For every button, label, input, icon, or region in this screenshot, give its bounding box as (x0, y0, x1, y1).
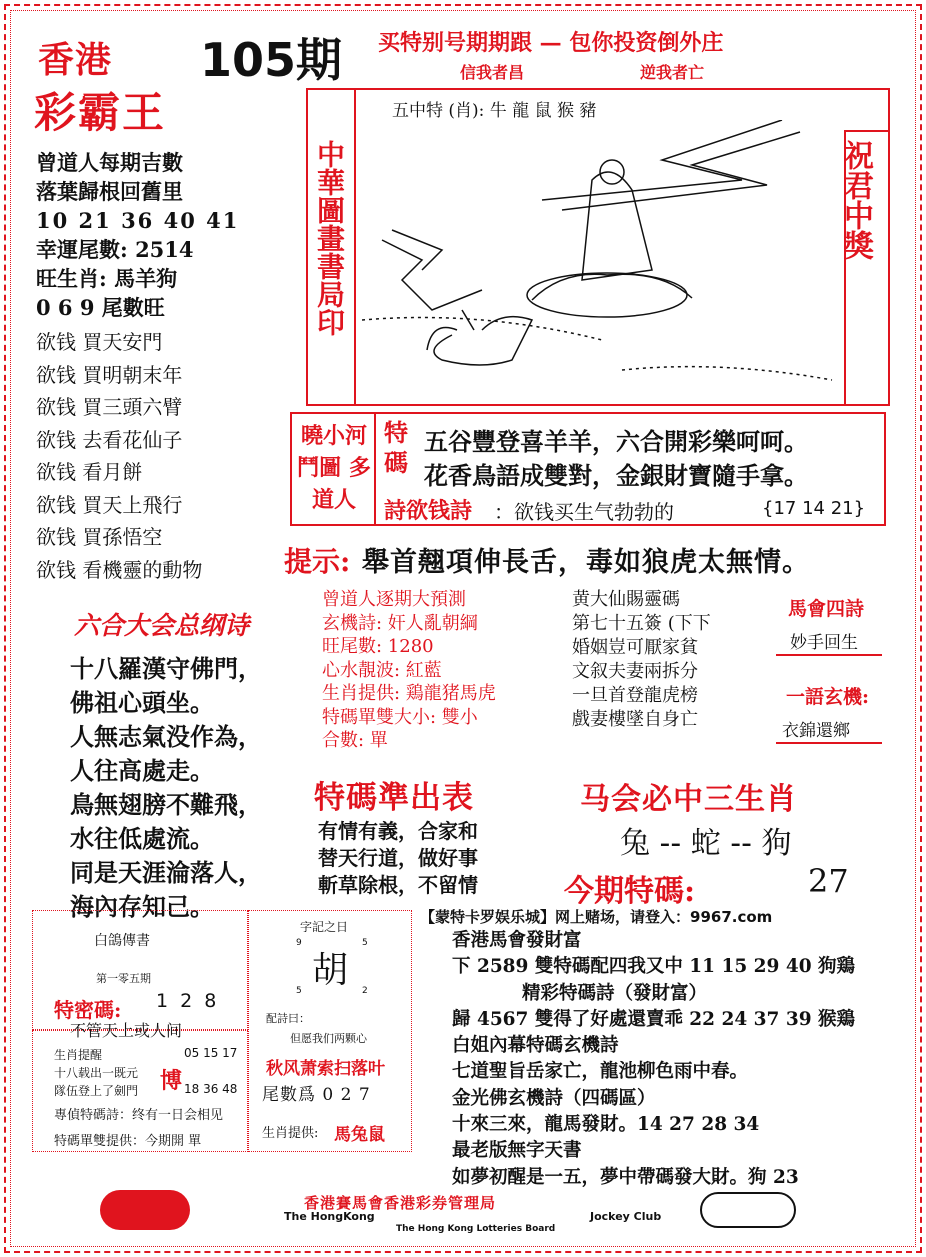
slogan-left: 信我者昌 (460, 63, 525, 82)
predict-line: 玄機詩: 奸人亂朝綱 (322, 612, 478, 634)
intro-line: 幸運尾數: 2514 (36, 237, 194, 262)
footer-en-2: Jockey Club (590, 1210, 662, 1223)
seal-text: 曉小河鬥圖 多道人 (297, 423, 371, 513)
slogan-right: 逆我者亡 (640, 63, 705, 82)
footer-en-1: The HongKong (284, 1210, 375, 1223)
lr-line: 最老版無字天書 (452, 1140, 582, 1162)
bo-char: 博 (160, 1068, 183, 1094)
liuhe-line: 人往高處走。 (70, 756, 214, 785)
liuhe-line: 水往低處流。 (70, 824, 214, 853)
tiny-num: 5 (362, 938, 368, 948)
daxian-line: 一旦首登龍虎榜 (572, 685, 698, 706)
zodiac-label: 生肖提供: (262, 1126, 319, 1141)
poem-label: 配詩曰： (266, 1012, 310, 1025)
tail-number: 尾數爲 0 2 7 (262, 1085, 371, 1105)
special-out-title: 特碼準出表 (314, 780, 474, 816)
reminder-line: 隊伍登上了劍門 (54, 1084, 139, 1098)
lr-line: 下 2589 雙特碼配四我又中 11 15 29 40 狗鶏 (452, 956, 856, 978)
liuhe-lines (70, 652, 262, 924)
lr-line: 金光佛玄機詩（四碼區） (452, 1087, 656, 1109)
ad-line: 【蒙特卡罗娱乐城】网上赌场，请登入：9967.com (420, 908, 773, 926)
predict-line: 心水靚波: 紅藍 (322, 659, 442, 681)
special-code-label: 特密碼: (54, 998, 122, 1022)
poem-line-2: 花香鳥語成雙對，金銀財寶隨手拿。 (424, 461, 808, 490)
lr-line: 歸 4567 雙得了好處還賣乖 22 24 37 39 猴鶏 (452, 1008, 856, 1030)
zodiac-value: 馬兔鼠 (334, 1125, 385, 1145)
hint-text: 舉首翹項伸長舌，毒如狼虎太無情。 (362, 547, 810, 578)
intro-line: 10 21 36 40 41 (36, 208, 240, 233)
liuhe-line: 鳥無翅膀不難飛， (70, 790, 262, 819)
intro-line: 0 6 9 尾數旺 (36, 295, 165, 320)
horse-poem-value: 妙手回生 (790, 633, 858, 653)
list-item: 欲钱 買天上飛行 (36, 492, 183, 517)
daxian-line: 婚姻豈可厭家貧 (572, 637, 698, 658)
special-code-text: 不管天上或人间 (70, 1021, 183, 1040)
footer-cn: 香港賽馬會香港彩券管理局 (304, 1194, 497, 1212)
left-vertical-text: 中華圖畫書局印 (313, 140, 346, 336)
poem-line-1: 五谷豐登喜羊羊，六合開彩樂呵呵。 (424, 427, 808, 456)
liuhe-line: 同是天涯淪落人， (70, 858, 262, 887)
list-item: 欲钱 看機靈的動物 (36, 557, 203, 582)
footer-logo-left (100, 1190, 190, 1230)
zodiac-reminder (54, 1046, 138, 1100)
right-vertical-text: 祝君中獎 (838, 140, 873, 260)
lr-line: 白姐內幕特碼玄機詩 (452, 1035, 619, 1057)
sage-illustration (362, 120, 840, 400)
zeng-predict (322, 588, 496, 753)
special-out-lines (318, 818, 478, 899)
reminder-line: 十八载出一既元 (54, 1066, 139, 1080)
hint-label: 提示: (284, 545, 351, 578)
liuhe-title: 六合大会总纲诗 (74, 611, 250, 640)
list-item: 欲钱 買三頭六臂 (36, 395, 183, 419)
slogan: 买特别号期期跟 — 包你投资倒外庄 (378, 30, 724, 56)
today-special-value: 27 (808, 862, 849, 900)
lr-line: 香港馬會發財富 (452, 930, 582, 951)
intro-line: 旺生肖: 馬羊狗 (36, 266, 178, 291)
fortune-text: 專偵特碼詩：终有一日会相见 (54, 1108, 224, 1123)
issue-sub: 第一零五期 (96, 972, 151, 985)
daxian-line: 第七十五簽 (下下 (572, 613, 711, 634)
today-special-label: 今期特碼: (564, 874, 696, 909)
list-item: 欲钱 去看花仙子 (36, 427, 183, 452)
list-item: 欲钱 看月餅 (36, 460, 143, 484)
predict-line: 生肖提供: 鶏龍猪馬虎 (322, 683, 496, 704)
tiny-num: 9 (296, 938, 302, 948)
liuhe-line: 海內存知己。 (70, 892, 214, 921)
brand-top: 香港 (38, 39, 113, 81)
daxian-line: 戲妻樓墜自身亡 (572, 709, 698, 730)
pigeon-title: 白鴿傳書 (94, 933, 150, 949)
footer-en-3: The Hong Kong Lotteries Board (396, 1224, 556, 1234)
single-double: 特碼單雙提供：今期開 單 (54, 1134, 202, 1149)
liuhe-line: 人無志氣没作為， (70, 722, 262, 751)
predict-line: 曾道人逐期大預測 (322, 589, 466, 610)
horse-poem-title: 馬會四詩 (788, 598, 865, 620)
predict-line: 特碼單雙大小: 雙小 (322, 706, 478, 728)
special-code-nums: 1 2 8 (156, 990, 220, 1012)
nums-row-1: 05 15 17 (184, 1046, 238, 1060)
autumn-line: 秋风萧索扫落叶 (266, 1059, 385, 1079)
tiny-num: 2 (362, 986, 368, 996)
reminder-line: 生肖提醒 (54, 1048, 103, 1062)
list-item: 欲钱 買天安門 (36, 330, 163, 354)
poem-text: 但愿我们两颗心 (290, 1032, 367, 1045)
issue-number: 105期 (200, 33, 343, 87)
want-money-list (36, 326, 202, 586)
intro-block (36, 148, 239, 322)
liuhe-line: 十八羅漢守佛門， (70, 654, 262, 683)
footer-logo-right (700, 1192, 796, 1228)
divider (776, 742, 882, 744)
intro-line: 落葉歸根回舊里 (36, 179, 183, 204)
three-zodiac-text: 兔 -- 蛇 -- 狗 (620, 826, 792, 861)
three-zodiac-title: 马会必中三生肖 (580, 782, 797, 817)
divider (776, 654, 882, 656)
intro-line: 曾道人每期吉數 (36, 150, 183, 175)
poem-label-money: 詩欲钱詩 (384, 498, 473, 524)
predict-line: 旺尾數: 1280 (322, 636, 434, 657)
poem-line-3: ：欲钱买生气勃勃的 (494, 500, 674, 524)
char-title: 字記之日 (300, 920, 349, 934)
big-char: 胡 (312, 950, 349, 991)
predict-line: 合數: 單 (322, 730, 388, 751)
special-line: 替天行道，做好事 (318, 846, 478, 870)
lr-line: 十來三來，龍馬發財。14 27 28 34 (452, 1114, 760, 1136)
lr-line: 精彩特碼詩（發財富） (522, 982, 708, 1004)
nums-row-2: 18 36 48 (184, 1082, 238, 1096)
list-item: 欲钱 買明朝末年 (36, 362, 183, 387)
lower-right-lines (452, 928, 855, 1191)
list-item: 欲钱 買孫悟空 (36, 525, 163, 549)
one-word-title: 一語玄機: (786, 686, 870, 708)
one-word-value: 衣錦還鄉 (782, 721, 850, 741)
poem-label-special: 特碼 (384, 418, 408, 477)
tiny-num: 5 (296, 986, 302, 996)
lr-line: 七道聖旨岳家亡，龍池柳色雨中春。 (452, 1061, 749, 1083)
lr-line: 如夢初醒是一五，夢中帶碼發大財。狗 23 (452, 1166, 799, 1188)
huang-daxian (572, 588, 711, 732)
special-line: 有情有義，合家和 (318, 819, 478, 843)
picture-top-text: 五中特 (肖): 牛 龍 鼠 猴 豬 (392, 101, 597, 121)
liuhe-line: 佛祖心頭坐。 (70, 688, 214, 717)
special-line: 斬草除根，不留情 (318, 873, 478, 897)
daxian-line: 文叙夫妻兩拆分 (572, 661, 698, 682)
brand-bottom: 彩霸王 (34, 88, 167, 137)
daxian-line: 黄大仙賜靈碼 (572, 589, 680, 610)
poem-line-3-nums: {17 14 21} (762, 498, 866, 519)
